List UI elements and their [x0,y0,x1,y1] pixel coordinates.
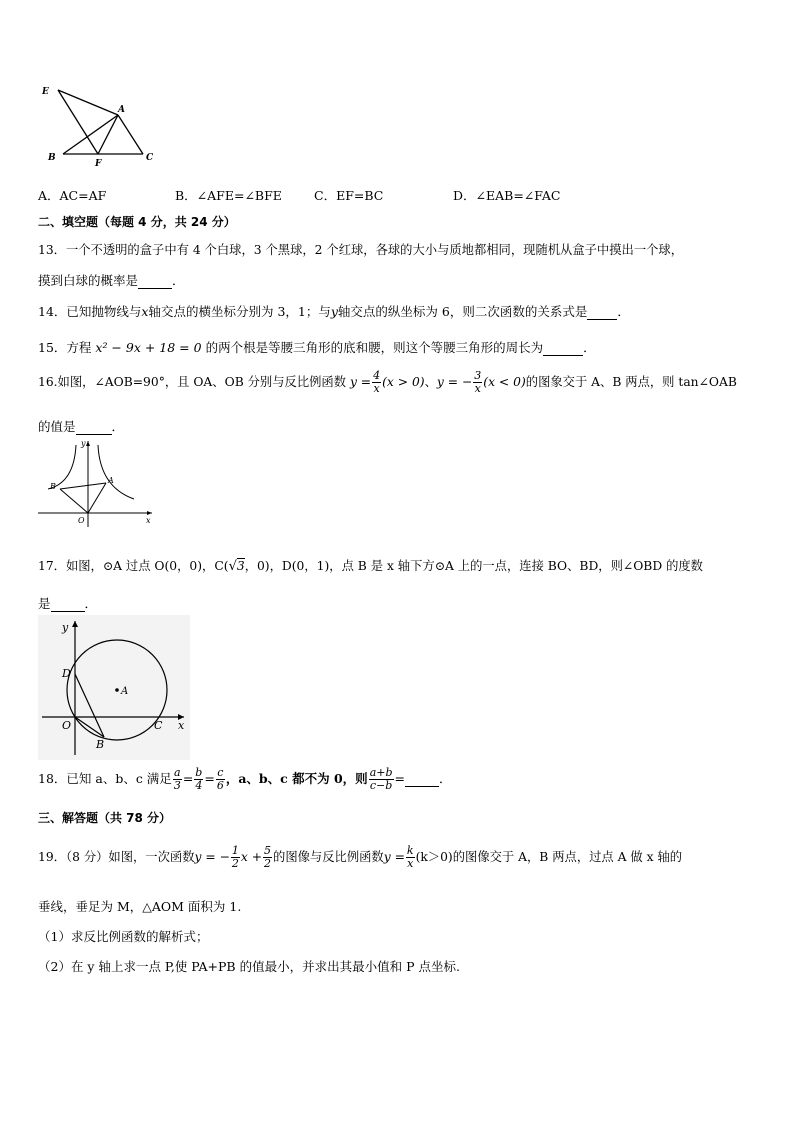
label-O: O [78,516,85,525]
q14-text-3: 轴交点的纵坐标为 6，则二次函数的关系式是 [337,304,588,319]
question-19-sub1: （1）求反比例函数的解析式； [38,929,209,944]
q18-end: ． [439,771,452,786]
q18-text-2: ，a、b、c 都不为 0，则 [225,771,368,786]
q16-text-3: 的值是 [38,419,76,434]
q17-end: ． [84,596,98,611]
q16-f1-fraction: $\frac{4}{x}$ [373,369,381,395]
answer-blank[interactable] [587,304,617,320]
axis-y-label: y [81,439,86,448]
option-b: B．∠AFE=∠BFE [175,188,282,203]
question-19-line1 [38,845,682,870]
label-B: B [50,482,56,491]
axis-x-label: x [146,516,151,525]
q19-inv-lhs: y = [383,850,405,864]
q16-f2-fraction: $\frac{3}{x}$ [474,369,482,395]
axis-y-label: y [62,621,69,634]
q14-text-1: 14．已知抛物线与 [38,304,142,319]
q18-frac-b: $\frac{b}{4}$ [195,766,203,792]
q18-frac-a: $\frac{a}{3}$ [173,766,181,792]
equals-sign: = [394,771,405,786]
option-d: D．∠EAB=∠FAC [453,188,561,203]
q15-text-1: 15．方程 [38,340,92,355]
answer-blank[interactable] [405,771,439,787]
q16-f1-lhs: y = [349,375,372,389]
q14-text-2: 轴交点的横坐标分别为 3，1；与 [148,304,331,319]
question-13-line2 [38,271,185,289]
label-C: C [154,719,163,732]
q19-text-2: 的图像与反比例函数 [273,850,384,864]
q19-frac-2: $\frac{5}{2}$ [264,844,272,870]
label-C: C [146,153,154,163]
q13-end: ． [172,273,185,288]
q19-text-1: 19．（8 分）如图，一次函数 [38,850,195,864]
q14-end: ． [617,304,630,319]
answer-blank[interactable] [138,273,172,289]
label-A: A [121,686,129,697]
answer-blank[interactable] [543,340,583,356]
q19-frac-1: $\frac{1}{2}$ [231,844,239,870]
label-D: D [62,667,71,680]
circle-figure-q17 [38,615,190,760]
section-3-title: 三、解答题（共 78 分） [38,811,172,825]
q17-text-2: ，0)，D(0，1)，点 B 是 x 轴下方⊙A 上的一点，连接 BO、BD，则∠OBD 的度数 [244,559,703,573]
q16-f1-cond: (x > 0) [382,375,425,389]
question-15 [38,338,596,356]
q16-text-2: 的图象交于 A、B 两点，则 tan∠OAB [525,375,737,389]
axis-x-label: x [178,719,185,732]
hyperbola-figure-q16 [36,437,156,529]
label-A: A [118,105,125,115]
q17-text-3: 是 [38,596,51,611]
question-19-line2: 垂线，垂足为 M，△AOM 面积为 1. [38,899,242,914]
question-16-line2 [38,417,124,435]
q16-sep: 、 [424,375,437,389]
option-a: A．AC=AF [38,188,107,203]
q14-x: x [141,304,149,319]
label-B: B [48,153,56,163]
question-16-line1 [38,370,737,395]
equals-sign: = [182,771,194,786]
q18-frac-result: $\frac{a+b}{c-b}$ [369,766,393,792]
question-17-line1 [38,556,703,574]
label-A: A [108,476,114,485]
label-F: F [95,159,102,169]
q15-end: ． [583,340,596,355]
q16-text-1: 16.如图，∠AOB=90°，且 OA、OB 分别与反比例函数 [38,375,347,389]
q14-y: y [330,304,338,319]
q18-frac-c: $\frac{c}{6}$ [216,766,224,792]
question-18 [38,767,452,792]
label-O: O [62,719,72,732]
triangle-figure-q12 [38,82,163,170]
q19-lin-mid: x + [240,850,263,864]
q19-lin-lhs: y = − [194,850,230,864]
q17-sqrt: √3 [228,559,245,574]
q16-f2-cond: (x < 0) [483,375,526,389]
q15-equation: x² − 9x + 18 = 0 [95,340,202,355]
q19-frac-3: $\frac{k}{x}$ [406,844,414,870]
label-E: E [42,87,49,97]
q16-end: ． [111,419,125,434]
option-c: C．EF=BC [314,188,384,203]
q17-text-1: 17．如图，⊙A 过点 O(0，0)，C( [38,559,229,573]
equals-sign: = [204,771,215,786]
question-17-line2 [38,594,97,612]
q18-text-1: 18．已知 a、b、c 满足 [38,771,172,786]
q19-text-3: (k＞0)的图像交于 A，B 两点，过点 A 做 x 轴的 [415,850,683,864]
answer-blank[interactable] [51,596,85,612]
question-13-line1: 13．一个不透明的盒子中有 4 个白球，3 个黑球，2 个红球，各球的大小与质地都相同，现随机从盒子中摸出一个球， [38,243,684,257]
label-B: B [96,738,105,751]
section-2-title: 二、填空题（每题 4 分，共 24 分） [38,215,236,229]
question-19-sub2: （2）在 y 轴上求一点 P,使 PA+PB 的值最小，并求出其最小值和 P 点坐标. [38,959,460,974]
q16-f2-lhs: y = − [436,375,473,389]
q13-text: 摸到白球的概率是 [38,273,139,288]
q15-text-2: 的两个根是等腰三角形的底和腰，则这个等腰三角形的周长为 [205,340,544,355]
question-14 [38,302,630,320]
answer-blank[interactable] [76,419,112,435]
